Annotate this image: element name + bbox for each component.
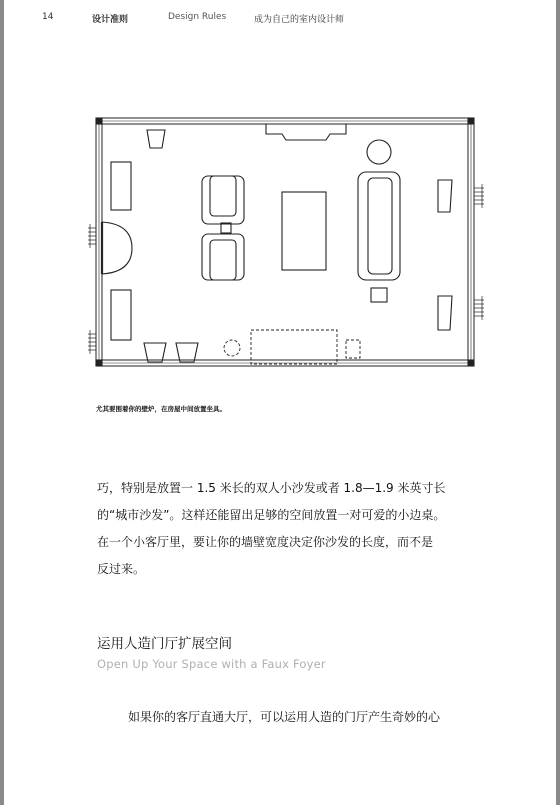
body-line: 反过来。 — [97, 562, 146, 576]
figure-caption: 尤其要围着你的壁炉，在房屋中间放置坐具。 — [96, 405, 226, 413]
window-left-bottom — [88, 330, 96, 354]
window-right-bottom — [474, 296, 484, 320]
dashed-round-table — [224, 340, 240, 356]
book-title-en: Design Rules — [168, 12, 227, 22]
running-header — [4, 12, 556, 30]
round-side-table — [367, 140, 391, 164]
floor-plan-illustration — [76, 110, 486, 385]
body-line: 在一个小客厅里，要让你的墙壁宽度决定你沙发的长度，而不是 — [97, 535, 434, 549]
coffee-table — [282, 192, 326, 270]
chair-bottom-2 — [176, 343, 198, 362]
page-number: 14 — [42, 12, 54, 22]
fireplace — [266, 124, 346, 140]
cabinet-left-top — [111, 162, 131, 210]
ottoman — [371, 288, 387, 302]
chair-top-left — [147, 130, 165, 148]
armchair-lower — [202, 234, 244, 280]
book-page — [4, 0, 556, 805]
door-swing — [102, 222, 132, 274]
chair-bottom-1 — [144, 343, 166, 362]
book-title-cn: 设计准则 — [92, 15, 129, 25]
chair-right-bottom — [438, 296, 452, 330]
chair-right-top — [438, 180, 452, 212]
sofa — [358, 172, 400, 280]
book-subtitle: 成为自己的室内设计师 — [254, 15, 345, 25]
dashed-bench — [251, 330, 337, 364]
section-title-cn: 运用人造门厅扩展空间 — [97, 636, 232, 652]
section-paragraph: 如果你的客厅直通大厅，可以运用人造的门厅产生奇妙的心 — [128, 710, 441, 724]
window-right-top — [474, 184, 484, 208]
section-title-en: Open Up Your Space with a Faux Foyer — [97, 657, 326, 671]
room-walls — [96, 118, 474, 366]
cabinet-left-bottom — [111, 290, 131, 340]
armchair-upper — [202, 176, 244, 224]
body-line: 巧，特别是放置一 1.5 米长的双人小沙发或者 1.8—1.9 米英寸长 — [97, 481, 446, 495]
body-text — [97, 475, 487, 583]
window-left-top — [88, 224, 96, 248]
body-line: 的“城市沙发”。这样还能留出足够的空间放置一对可爱的小边桌。 — [97, 508, 446, 522]
dashed-small-table — [346, 340, 360, 358]
